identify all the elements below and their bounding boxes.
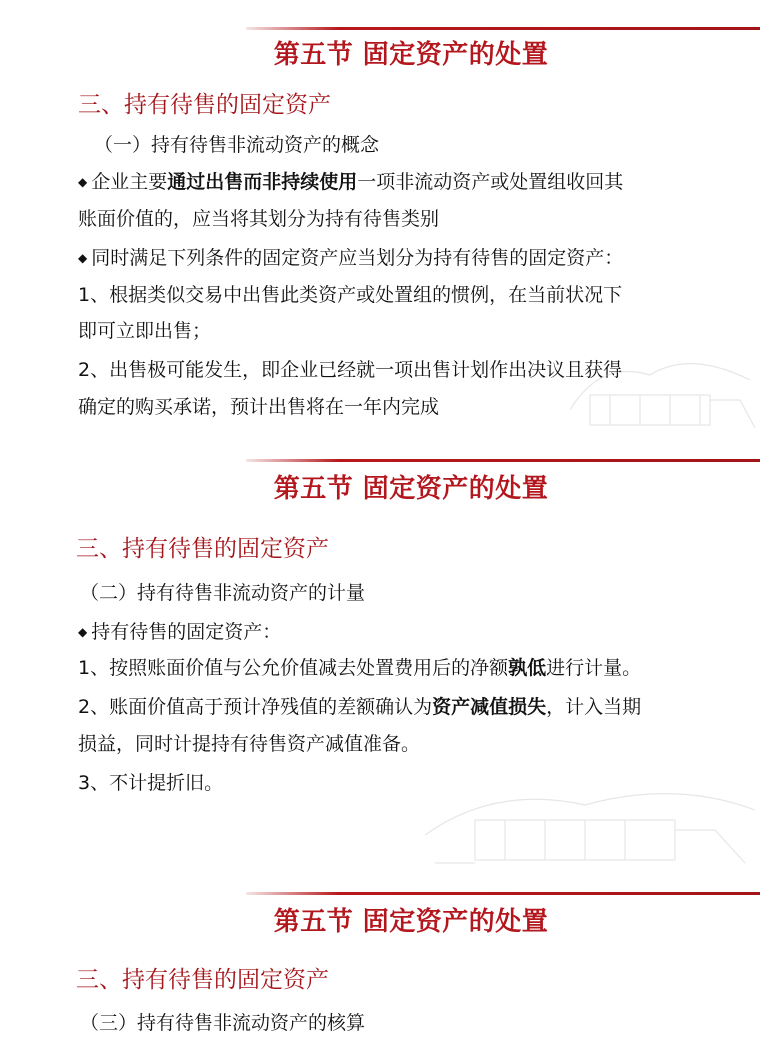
bold-phrase: 通过出售而非持续使用 (167, 171, 358, 193)
section-title: 第五节 固定资产的处置 (273, 40, 549, 70)
bold-phrase: 孰低 (508, 657, 547, 679)
section-title: 第五节 固定资产的处置 (273, 474, 549, 504)
subsection-title: 三、持有待售的固定资产 (78, 92, 331, 118)
bullet-diamond-icon: ◆ (78, 175, 88, 189)
concept-heading: （一）持有待售非流动资产的概念 (94, 134, 380, 156)
measure-item-3: 3、不计提折旧。 (78, 772, 224, 794)
item-text: ，计入当期 (546, 696, 642, 718)
title-rule (246, 892, 760, 895)
item-text: 1、按照账面价值与公允价值减去处置费用后的净额 (78, 657, 509, 679)
bullet-item-1-cont: 账面价值的，应当将其划分为持有待售类别 (78, 208, 440, 230)
bullet-diamond-icon: ◆ (78, 251, 88, 265)
bullet-diamond-icon: ◆ (78, 625, 88, 639)
condition-1-cont: 即可立即出售； (78, 320, 212, 342)
item-text: 进行计量。 (546, 657, 642, 679)
condition-2-cont: 确定的购买承诺，预计出售将在一年内完成 (78, 396, 440, 418)
measurement-heading: （二）持有待售非流动资产的计量 (80, 582, 366, 604)
bullet-text: 同时满足下列条件的固定资产应当划分为持有待售的固定资产： (91, 247, 624, 269)
bold-phrase: 资产减值损失 (432, 696, 547, 718)
accounting-heading: （三）持有待售非流动资产的核算 (80, 1012, 366, 1034)
measure-item-2-cont: 损益，同时计提持有待售资产减值准备。 (78, 733, 421, 755)
condition-1: 1、根据类似交易中出售此类资产或处置组的惯例，在当前状况下 (78, 284, 623, 306)
subsection-title: 三、持有待售的固定资产 (76, 536, 329, 562)
item-text: 2、账面价值高于预计净残值的差额确认为 (78, 696, 433, 718)
bullet-text: 持有待售的固定资产： (91, 621, 282, 643)
bullet-text: 一项非流动资产或处置组收回其 (357, 171, 624, 193)
condition-2: 2、出售极可能发生，即企业已经就一项出售计划作出决议且获得 (78, 359, 623, 381)
bullet-text: 企业主要 (91, 171, 168, 193)
section-title: 第五节 固定资产的处置 (273, 907, 549, 937)
subsection-title: 三、持有待售的固定资产 (76, 967, 329, 993)
